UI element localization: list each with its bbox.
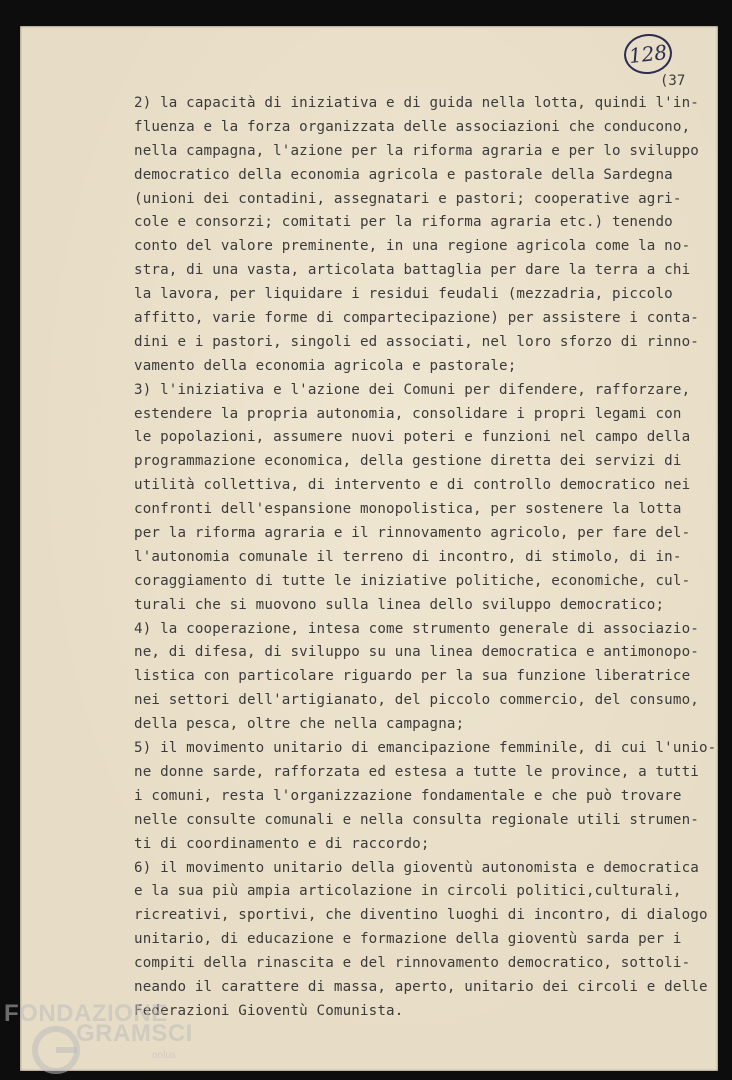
text-line: vamento della economia agricola e pastorale; <box>134 357 517 374</box>
page-number: (37 <box>660 73 686 89</box>
text-line: unitario, di educazione e formazione della gioventù sarda per i <box>134 931 682 948</box>
watermark-suffix: onlus <box>152 1050 176 1061</box>
text-line: affitto, varie forme di compartecipazione) per assistere i conta- <box>134 310 699 327</box>
text-line: ne donne sarde, rafforzata ed estesa a tutte le province, a tutti <box>134 763 699 780</box>
text-line: listica con particolare riguardo per la sua funzione liberatrice <box>134 668 691 685</box>
gramsci-logo-icon <box>30 1024 82 1076</box>
text-line: nei settori dell'artigianato, del piccolo commercio, del consumo, <box>134 692 699 709</box>
watermark-line1: FONDAZIONE <box>4 1000 168 1027</box>
text-line: stra, di una vasta, articolata battaglia per dare la terra a chi <box>134 262 691 279</box>
text-line: coraggiamento di tutte le iniziative politiche, economiche, cul- <box>134 572 691 589</box>
text-line: conto del valore preminente, in una regione agricola come la no- <box>134 238 691 255</box>
text-line: programmazione economica, della gestione diretta dei servizi di <box>134 453 682 470</box>
archive-number-stamp: 128 <box>622 32 674 77</box>
text-line: ne, di difesa, di sviluppo su una linea democratica e antimonopo- <box>134 644 699 661</box>
document-page <box>20 26 718 1071</box>
text-line: le popolazioni, assumere nuovi poteri e funzioni nel campo della <box>134 429 691 446</box>
text-line: nella campagna, l'azione per la riforma agraria e per lo sviluppo <box>134 142 699 159</box>
text-line: nelle consulte comunali e nella consulta regionale utili strumen- <box>134 811 699 828</box>
watermark-line2: GRAMSCI <box>76 1020 193 1047</box>
text-line: i comuni, resta l'organizzazione fondamentale e che può trovare <box>134 787 682 804</box>
text-line: 2) la capacità di iniziativa e di guida nella lotta, quindi l'in- <box>134 95 699 111</box>
text-line: cole e consorzi; comitati per la riforma agraria etc.) tenendo <box>134 214 673 231</box>
text-line: ricreativi, sportivi, che diventino luoghi di incontro, di dialogo <box>134 907 708 924</box>
text-line: confronti dell'espansione monopolistica, per sostenere la lotta <box>134 501 682 518</box>
text-line: dini e i pastori, singoli ed associati, nel loro sforzo di rinno- <box>134 333 699 350</box>
text-line: democratico della economia agricola e pastorale della Sardegna <box>134 166 673 183</box>
text-line: 4) la cooperazione, intesa come strumento generale di associazio- <box>134 620 699 637</box>
text-line: la lavora, per liquidare i residui feudali (mezzadria, piccolo <box>134 286 673 303</box>
text-line: fluenza e la forza organizzata delle associazioni che conducono, <box>134 118 691 135</box>
text-line: della pesca, oltre che nella campagna; <box>134 716 465 733</box>
text-line: estendere la propria autonomia, consolidare i propri legami con <box>134 405 682 422</box>
text-line: neando il carattere di massa, aperto, unitario dei circoli e delle <box>134 978 708 995</box>
text-line: e la sua più ampia articolazione in circoli politici,culturali, <box>134 883 682 900</box>
text-line: compiti della rinascita e del rinnovamento democratico, sottoli- <box>134 955 691 972</box>
text-line: l'autonomia comunale il terreno di incontro, di stimolo, di in- <box>134 548 682 565</box>
text-line: (unioni dei contadini, assegnatari e pastori; cooperative agri- <box>134 190 682 207</box>
text-line: turali che si muovono sulla linea dello sviluppo democratico; <box>134 596 665 613</box>
text-line: Federazioni Gioventù Comunista. <box>134 1002 404 1019</box>
text-line: 6) il movimento unitario della gioventù autonomista e democratica <box>134 859 699 876</box>
fondazione-gramsci-watermark <box>2 998 202 1080</box>
text-line: 5) il movimento unitario di emancipazione femminile, di cui l'unio- <box>134 740 717 757</box>
text-line: ti di coordinamento e di raccordo; <box>134 835 430 852</box>
text-line: utilità collettiva, di intervento e di controllo democratico nei <box>134 477 691 494</box>
text-line: 3) l'iniziativa e l'azione dei Comuni per difendere, rafforzare, <box>134 381 691 398</box>
document-body <box>134 92 717 1024</box>
text-line: per la riforma agraria e il rinnovamento agricolo, per fare del- <box>134 525 691 542</box>
